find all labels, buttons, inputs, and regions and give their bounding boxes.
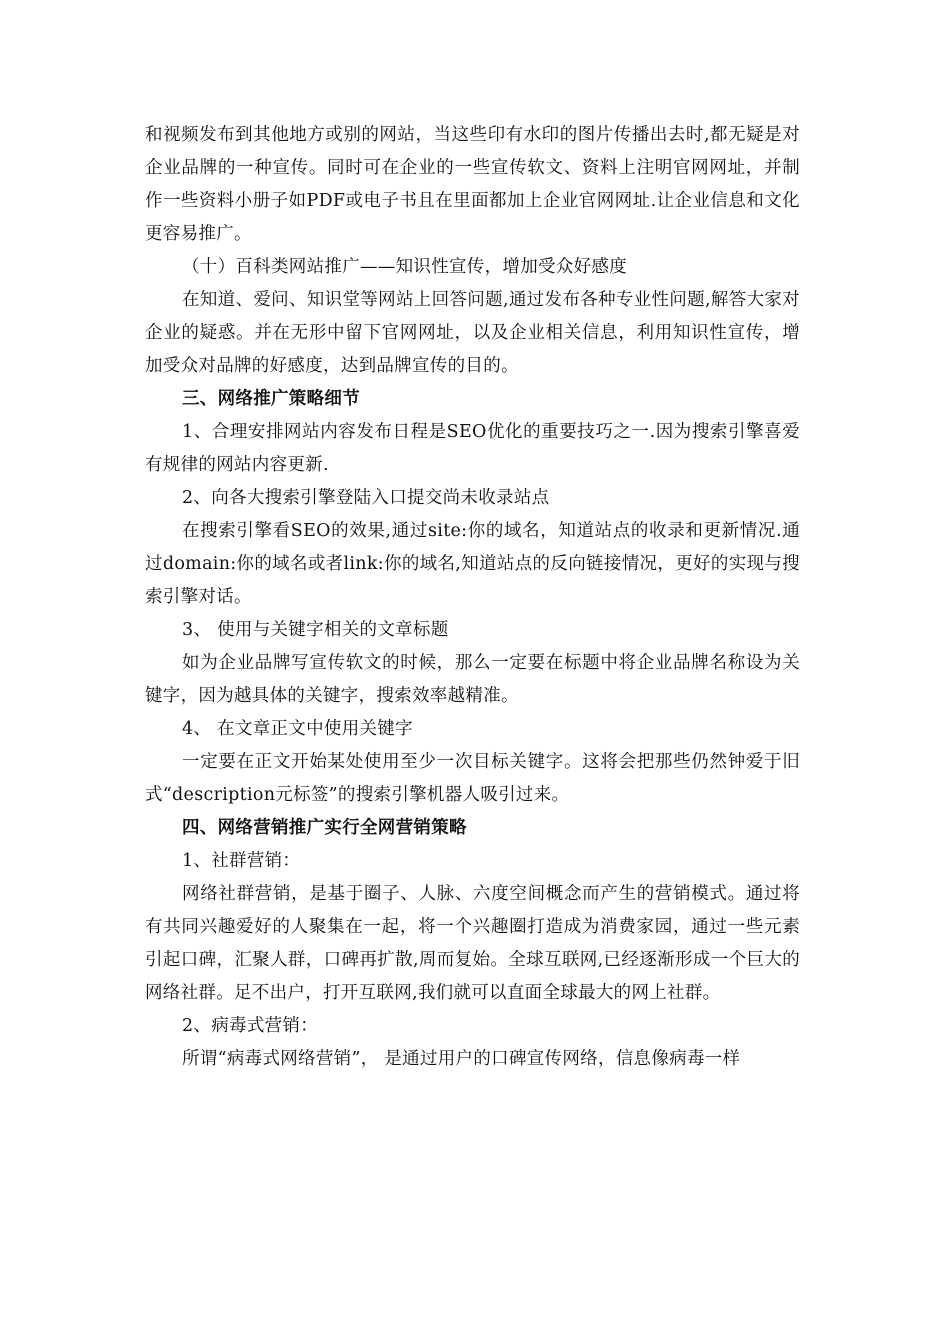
body-paragraph: 一定要在正文开始某处使用至少一次目标关键字。这将会把那些仍然钟爱于旧式“description元标签”的搜索引擎机器人吸引过来。 bbox=[145, 752, 800, 805]
list-item: 1、合理安排网站内容发布日程是SEO优化的重要技巧之一.因为搜索引擎喜爱有规律的网站内容更新. bbox=[145, 422, 800, 475]
body-paragraph: 在搜索引擎看SEO的效果,通过site:你的域名，知道站点的收录和更新情况.通过domain:你的域名或者link:你的域名,知道站点的反向链接情况，更好的实现与搜索引擎对话。 bbox=[145, 521, 800, 607]
list-item: 2、向各大搜索引擎登陆入口提交尚未收录站点 bbox=[182, 488, 550, 508]
section-subtitle: （十）百科类网站推广——知识性宣传，增加受众好感度 bbox=[182, 257, 627, 277]
list-item: 2、病毒式营销： bbox=[182, 1016, 319, 1036]
list-item: 3、 使用与关键字相关的文章标题 bbox=[182, 620, 449, 640]
list-item: 4、 在文章正文中使用关键字 bbox=[182, 719, 413, 739]
section-heading: 三、网络推广策略细节 bbox=[182, 389, 360, 409]
section-heading: 四、网络营销推广实行全网营销策略 bbox=[182, 818, 467, 838]
body-paragraph: 网络社群营销，是基于圈子、人脉、六度空间概念而产生的营销模式。通过将有共同兴趣爱好的人聚集在一起，将一个兴趣圈打造成为消费家园，通过一些元素引起口碑，汇聚人群，口碑再扩散,周而复始。全球互联网,已经逐渐形成一个巨大的网络社群。足不出户，打开互联网,我们就可以直面全球最大的网上社群。 bbox=[145, 884, 800, 1003]
body-paragraph: 如为企业品牌写宣传软文的时候，那么一定要在标题中将企业品牌名称设为关键字，因为越具体的关键字，搜索效率越精准。 bbox=[145, 653, 800, 706]
body-paragraph: 和视频发布到其他地方或别的网站，当这些印有水印的图片传播出去时,都无疑是对企业品牌的一种宣传。同时可在企业的一些宣传软文、资料上注明官网网址，并制作一些资料小册子如PDF或电子书且在里面都加上企业官网网址.让企业信息和文化更容易推广。 bbox=[145, 125, 800, 244]
body-paragraph: 所谓“病毒式网络营销”， 是通过用户的口碑宣传网络，信息像病毒一样 bbox=[182, 1049, 741, 1069]
list-item: 1、社群营销： bbox=[182, 851, 301, 871]
body-paragraph: 在知道、爱问、知识堂等网站上回答问题,通过发布各种专业性问题,解答大家对企业的疑惑。并在无形中留下官网网址，以及企业相关信息，利用知识性宣传，增加受众对品牌的好感度，达到品牌宣传的目的。 bbox=[145, 290, 800, 376]
